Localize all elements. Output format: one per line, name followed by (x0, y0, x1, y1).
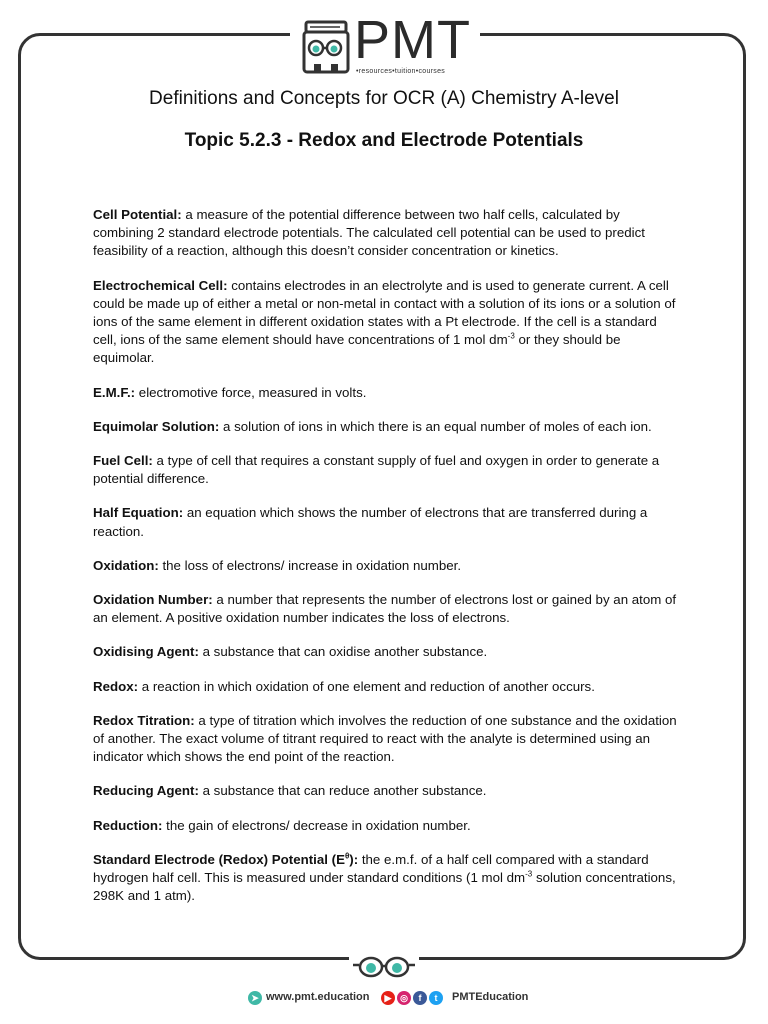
definition-term: Redox: (93, 678, 139, 694)
definition-term: Standard Electrode (Redox) Potential $(E^\theta)$: (93, 851, 359, 867)
logo-tagline: •resources•tuition•courses (356, 68, 446, 75)
youtube-icon[interactable]: ▶ (381, 991, 395, 1005)
definition-text: a substance that can reduce another substance. (198, 783, 487, 799)
definition-text: a substance that can oxidise another substance. (198, 644, 488, 660)
definition-term: Fuel Cell: (93, 453, 153, 469)
definition-text: a type of cell that requires a constant supply of fuel and oxygen in order to generate a potential difference. (93, 453, 660, 487)
glasses-icon (349, 956, 419, 983)
definition-text: a number that represents the number of electrons lost or gained by an atom of an element. A positive oxidation number indicates the loss of electrons. (93, 592, 677, 626)
definition-text: the e.m.f. of a half cell compared with a standard hydrogen half cell. This is measured under standard conditions (1 mol $dm^{-3}$ solution concentrations, 298K and 1 atm). (93, 851, 676, 904)
definition-item (93, 817, 683, 835)
logo-wordmark: PMT (354, 10, 471, 70)
definition-item (93, 643, 683, 661)
instagram-icon[interactable]: ◎ (397, 991, 411, 1005)
definition-term: E.M.F.: (93, 384, 136, 400)
cursor-icon: ➤ (248, 991, 262, 1005)
definitions-list (93, 206, 683, 921)
definition-text: the gain of electrons/ decrease in oxidation number. (162, 817, 471, 833)
definition-item (93, 678, 683, 696)
document-title: Definitions and Concepts for OCR (A) Chemistry A-level (149, 88, 619, 109)
definition-term: Reducing Agent: (93, 783, 199, 799)
website-link[interactable]: www.pmt.education (266, 991, 370, 1003)
definition-item (93, 591, 683, 627)
definition-term: Redox Titration: (93, 712, 195, 728)
definition-text: a type of titration which involves the reduction of one substance and the oxidation of another. The exact volume of titrant required to react with the analyte is determined using an indicator which shows the end point of the reaction. (93, 712, 677, 765)
definition-item (93, 504, 683, 540)
definition-text: the loss of electrons/ increase in oxidation number. (158, 557, 462, 573)
definition-item (93, 782, 683, 800)
definition-item (93, 206, 683, 261)
definition-item (93, 277, 683, 368)
twitter-icon[interactable]: t (429, 991, 443, 1005)
definition-item (93, 452, 683, 488)
definition-term: Half Equation: (93, 505, 184, 521)
definition-term: Equimolar Solution: (93, 418, 220, 434)
definition-text: contains electrodes in an electrolyte and is used to generate current. A cell could be made up of either a metal or non-metal in contact with a solution of its ions or a solution of ions of the same element in different oxidation states with a Pt electrode. If the cell is a standard cell, ions of the same element should have concentrations of 1 mol $dm^{-3}$ or they should be equimolar. (93, 277, 676, 366)
definition-term: Oxidising Agent: (93, 644, 199, 660)
definition-text: a measure of the potential difference between two half cells, calculated by combining 2 standard electrode potentials. The calculated cell potential can be used to predict feasibility of a reaction, although this doesn’t consider concentration or kinetics. (93, 207, 645, 259)
definition-item (93, 418, 683, 436)
definition-text: a solution of ions in which there is an equal number of moles of each ion. (219, 418, 652, 434)
definition-item (93, 384, 683, 402)
facebook-icon[interactable]: f (413, 991, 427, 1005)
definition-text: a reaction in which oxidation of one element and reduction of another occurs. (138, 678, 595, 694)
definition-text: electromotive force, measured in volts. (135, 384, 367, 400)
definition-item (93, 712, 683, 767)
definition-item (93, 557, 683, 575)
book-glasses-icon (300, 18, 354, 76)
definition-term: Reduction: (93, 817, 163, 833)
pmt-logo (290, 10, 480, 80)
social-handle[interactable]: PMTEducation (452, 991, 529, 1003)
definition-term: Cell Potential: (93, 207, 182, 222)
footer (0, 990, 768, 1008)
definition-text: an equation which shows the number of electrons that are transferred during a reaction. (93, 505, 648, 539)
definition-item (93, 851, 683, 906)
definition-term: Oxidation: (93, 557, 159, 573)
definition-term: Electrochemical Cell: (93, 277, 228, 293)
topic-heading: Topic 5.2.3 - Redox and Electrode Potentials (184, 130, 584, 151)
definition-term: Oxidation Number: (93, 592, 213, 608)
